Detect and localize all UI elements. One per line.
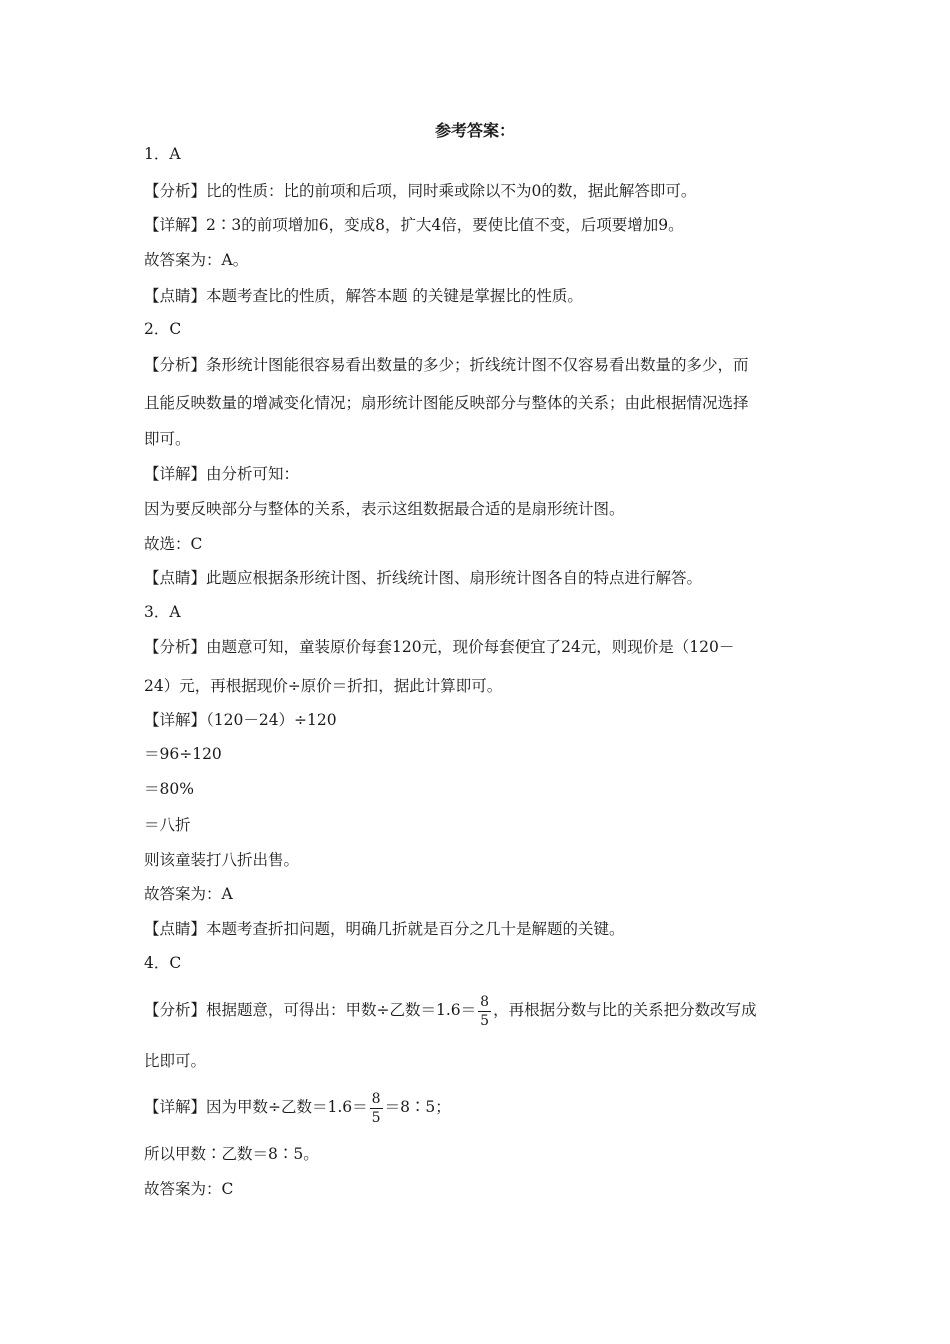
- q1-number: 1．A: [144, 145, 181, 163]
- q4-analysis-pre: 【分析】根据题意，可得出：甲数÷乙数＝1.6＝: [144, 1001, 477, 1019]
- q1-comment: 【点睛】本题考查比的性质，解答本题 的关键是掌握比的性质。: [144, 287, 583, 305]
- q1-answer: 故答案为：A。: [144, 251, 249, 269]
- q2-analysis-line3: 即可。: [144, 430, 191, 448]
- q3-step1: ＝96÷120: [144, 745, 222, 763]
- q4-conclusion: 所以甲数∶乙数＝8∶5。: [144, 1145, 319, 1163]
- q1-analysis: 【分析】比的性质：比的前项和后项，同时乘或除以不为0的数，据此解答即可。: [144, 182, 697, 200]
- q3-step3: ＝八折: [144, 816, 191, 834]
- q4-detail-pre: 【详解】因为甲数÷乙数＝1.6＝: [144, 1098, 368, 1116]
- q2-analysis-line2: 且能反映数量的增减变化情况；扇形统计图能反映部分与整体的关系；由此根据情况选择: [144, 394, 749, 412]
- q3-analysis-line1: 【分析】由题意可知，童装原价每套120元，现价每套便宜了24元，则现价是（120－: [144, 638, 735, 656]
- q3-conclusion: 则该童装打八折出售。: [144, 851, 300, 869]
- q3-number: 3．A: [144, 603, 181, 621]
- q3-detail: 【详解】（120－24）÷120: [144, 711, 337, 729]
- q4-analysis-line1: [144, 984, 757, 1036]
- q4-analysis-line2: 比即可。: [144, 1052, 207, 1070]
- q4-detail-post: ＝8∶5；: [384, 1098, 451, 1116]
- fraction-numerator: 8: [480, 993, 490, 1010]
- q3-answer: 故答案为：A: [144, 885, 233, 903]
- fraction-denominator: 5: [371, 1109, 381, 1126]
- q2-detail-line: 因为要反映部分与整体的关系，表示这组数据最合适的是扇形统计图。: [144, 500, 625, 518]
- fraction-8-5: [478, 993, 491, 1030]
- q4-number: 4．C: [144, 954, 182, 972]
- q2-number: 2．C: [144, 320, 182, 338]
- fraction-numerator: 8: [371, 1090, 381, 1107]
- q3-analysis-line2: 24）元，再根据现价÷原价＝折扣，据此计算即可。: [144, 677, 503, 695]
- q4-detail-line: [144, 1081, 451, 1133]
- page-title: 参考答案：: [434, 121, 515, 140]
- q2-analysis-line1: 【分析】条形统计图能很容易看出数量的多少；折线统计图不仅容易看出数量的多少，而: [144, 356, 749, 374]
- q2-comment: 【点睛】此题应根据条形统计图、折线统计图、扇形统计图各自的特点进行解答。: [144, 569, 703, 587]
- q4-answer: 故答案为：C: [144, 1180, 234, 1198]
- q4-analysis-post: ，再根据分数与比的关系把分数改写成: [493, 1001, 757, 1019]
- q3-step2: ＝80%: [144, 780, 194, 798]
- fraction-denominator: 5: [480, 1012, 490, 1029]
- q2-detail: 【详解】由分析可知：: [144, 465, 300, 483]
- q3-comment: 【点睛】本题考查折扣问题，明确几折就是百分之几十是解题的关键。: [144, 920, 625, 938]
- q1-detail: 【详解】2∶3的前项增加6，变成8，扩大4倍，要使比值不变，后项要增加9。: [144, 216, 684, 234]
- fraction-8-5: [370, 1090, 383, 1127]
- q2-answer: 故选：C: [144, 535, 203, 553]
